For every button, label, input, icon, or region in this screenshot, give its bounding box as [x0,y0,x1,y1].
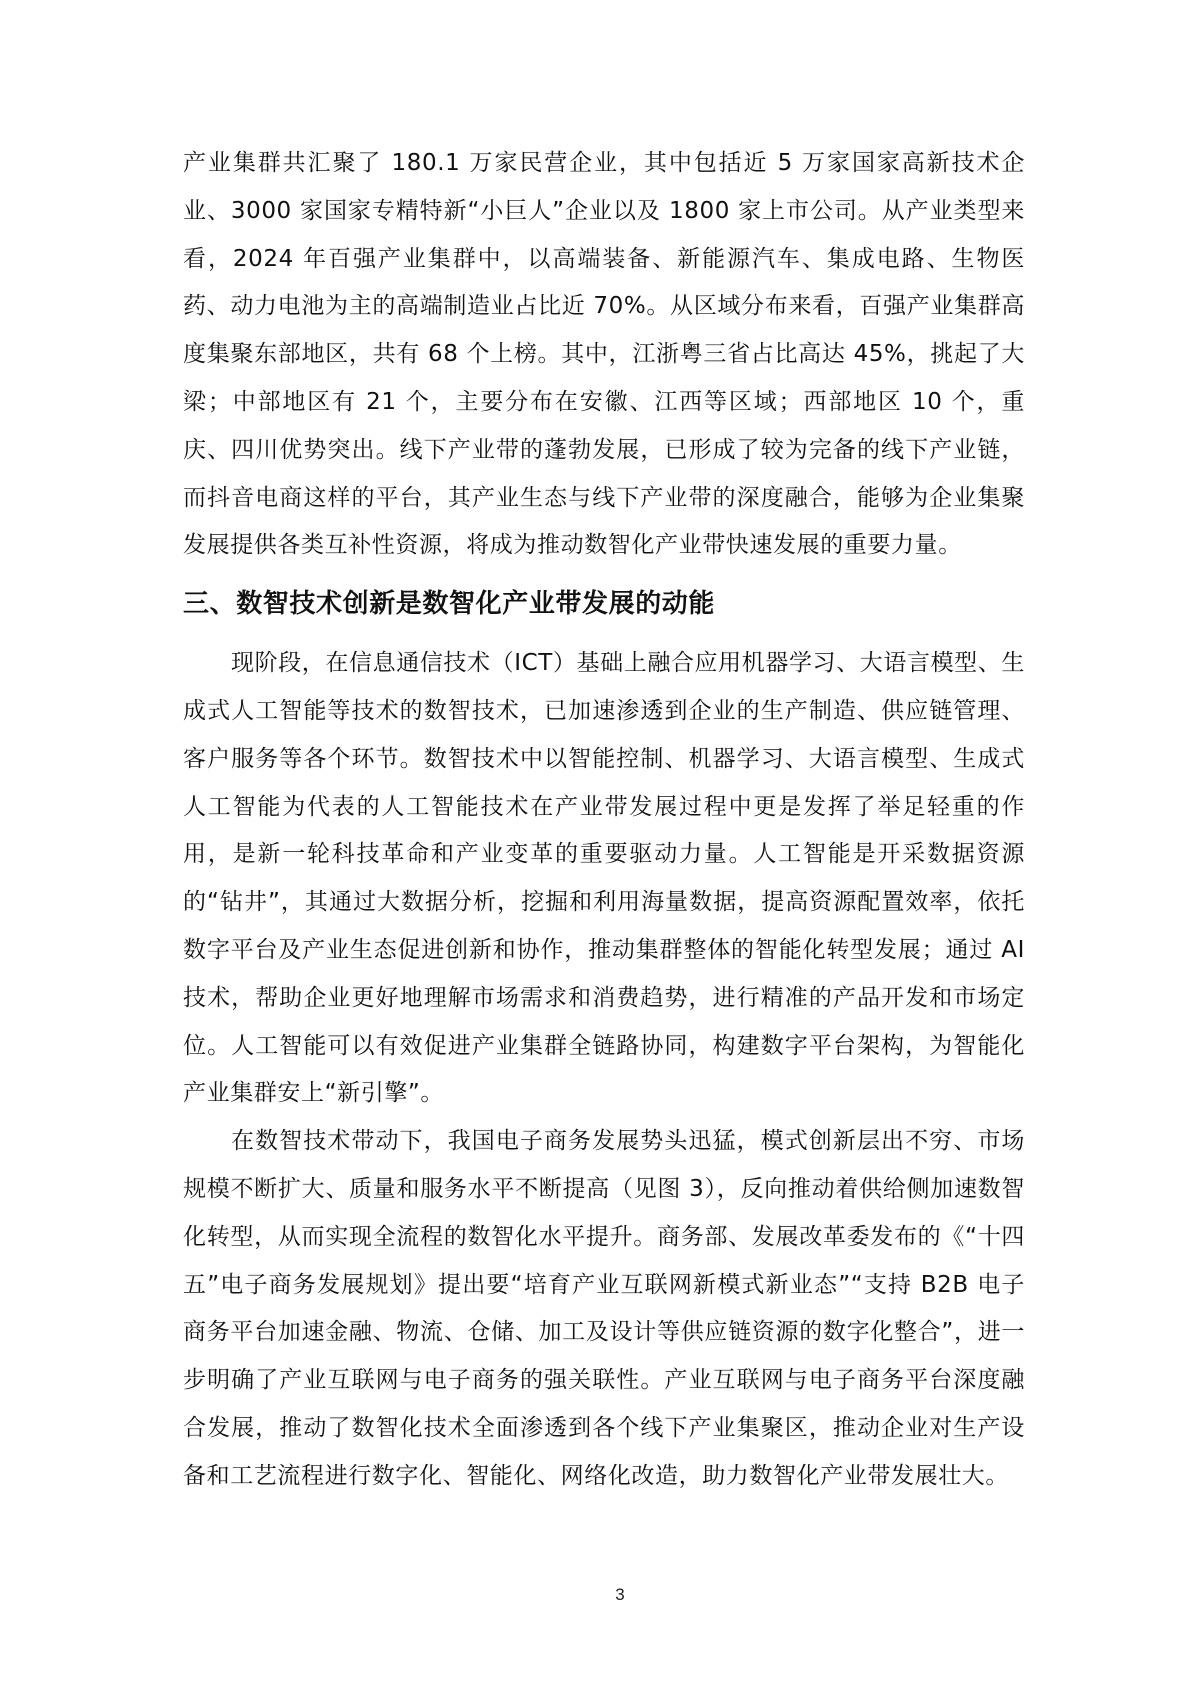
body-paragraph-3: 在数智技术带动下，我国电子商务发展势头迅猛，模式创新层出不穷、市场规模不断扩大、质量和服务水平不断提高（见图 3），反向推动着供给侧加速数智化转型，从而实现全流程的数智化水平提升。商务部、发展改革委发布的《“十四五”电子商务发展规划》提出要“培育产业互联网新模式新业态”“支持 B2B 电子商务平台加速金融、物流、仓储、加工及设计等供应链资源的数字化整合”，进一步明确了产业互联网与电子商务的强关联性。产业互联网与电子商务平台深度融合发展，推动了数智化技术全面渗透到各个线下产业集聚区，推动企业对生产设备和工艺流程进行数字化、智能化、网络化改造，助力数智化产业带发展壮大。 [183,1128,1025,1489]
body-paragraph-1: 产业集群共汇聚了 180.1 万家民营企业，其中包括近 5 万家国家高新技术企业、3000 家国家专精特新“小巨人”企业以及 1800 家上市公司。从产业类型来看，2024 年百强产业集群中，以高端装备、新能源汽车、集成电路、生物医药、动力电池为主的高端制造业占比近 70%。从区域分布来看，百强产业集群高度集聚东部地区，共有 68 个上榜。其中，江浙粤三省占比高达 45%，挑起了大梁；中部地区有 21 个，主要分布在安徽、江西等区域；西部地区 10 个，重庆、四川优势突出。线下产业带的蓬勃发展，已形成了较为完备的线下产业链，而抖音电商这样的平台，其产业生态与线下产业带的深度融合，能够为企业集聚发展提供各类互补性资源，将成为推动数智化产业带快速发展的重要力量。 [183,150,1025,559]
body-paragraph-2: 现阶段，在信息通信技术（ICT）基础上融合应用机器学习、大语言模型、生成式人工智能等技术的数智技术，已加速渗透到企业的生产制造、供应链管理、客户服务等各个环节。数智技术中以智能控制、机器学习、大语言模型、生成式人工智能为代表的人工智能技术在产业带发展过程中更是发挥了举足轻重的作用，是新一轮科技革命和产业变革的重要驱动力量。人工智能是开采数据资源的“钻井”，其通过大数据分析，挖掘和利用海量数据，提高资源配置效率，依托数字平台及产业生态促进创新和协作，推动集群整体的智能化转型发展；通过 AI 技术，帮助企业更好地理解市场需求和消费趋势，进行精准的产品开发和市场定位。人工智能可以有效促进产业集群全链路协同，构建数字平台架构，为智能化产业集群安上“新引擎”。 [183,650,1025,1107]
page-number: 3 [615,1585,625,1604]
page-content [183,140,1025,1501]
section-heading: 三、数智技术创新是数智化产业带发展的动能 [183,589,716,620]
